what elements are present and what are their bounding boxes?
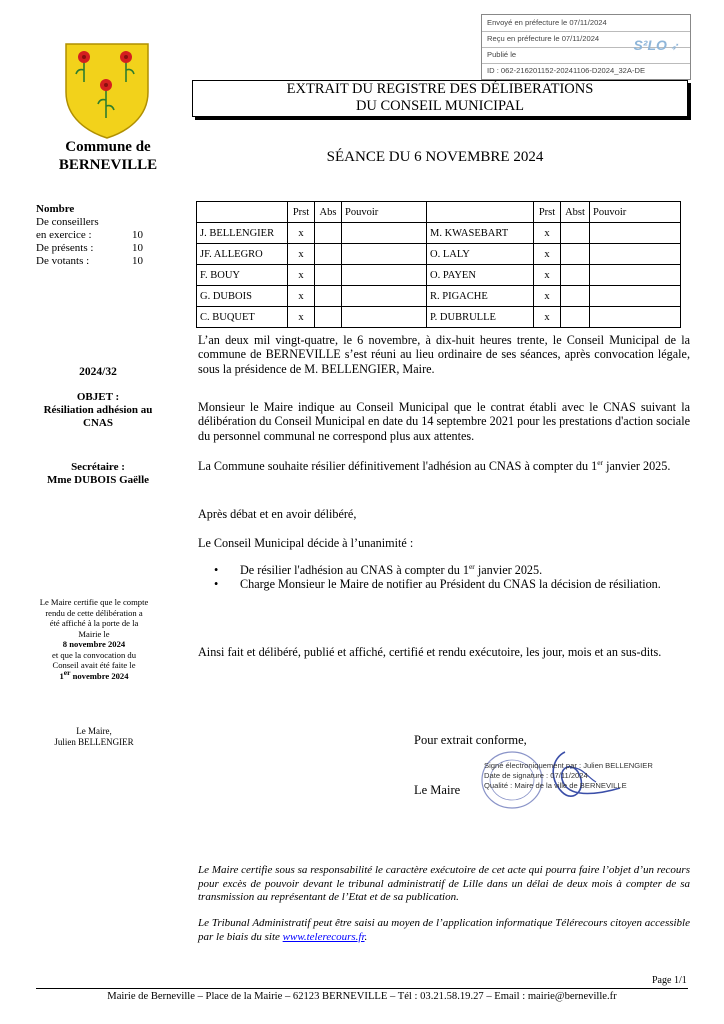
- certif-line: Le Maire certifie que le compte: [39, 597, 149, 607]
- table-row: [197, 244, 681, 265]
- member-name: G. DUBOIS: [197, 286, 288, 307]
- certif-line: Mairie le: [78, 628, 110, 639]
- prefecture-stamp: [481, 14, 691, 80]
- member-prst: x: [534, 286, 561, 307]
- maire-left-block: [30, 726, 158, 748]
- s2lo-logo-text: S²LO: [633, 37, 667, 53]
- stamp-recu: Reçu en préfecture le 07/11/2024: [487, 34, 600, 43]
- list-item: • De résilier l'adhésion au CNAS à compter du 1er janvier 2025.: [214, 561, 543, 577]
- member-name: JF. ALLEGRO: [197, 244, 288, 265]
- decision-intro: Le Conseil Municipal décide à l’unanimité :: [198, 536, 414, 550]
- secretaire-block: [36, 461, 160, 487]
- member-name: O. PAYEN: [427, 265, 534, 286]
- telerecours-notice: Le Tribunal Administratif peut être saisi au moyen de l’application informatique Télérecours citoyen accessible par le biais du site www.telerecours.fr.: [198, 917, 690, 943]
- votants-value: 10: [132, 255, 143, 267]
- header-prst: Prst: [534, 202, 561, 223]
- bird-icon: ➶: [670, 41, 680, 53]
- member-prst: x: [534, 223, 561, 244]
- member-name: C. BUQUET: [197, 307, 288, 328]
- signature-signer: Signé électroniquement par : Julien BELLENGIER: [484, 761, 653, 770]
- bullet: •: [214, 563, 219, 577]
- affichage-certification: [30, 597, 158, 681]
- objet-label: OBJET :: [76, 391, 120, 403]
- intent-paragraph: La Commune souhaite résilier définitivement l'adhésion au CNAS à compter du 1er janvier 2025.: [198, 457, 671, 473]
- list-item: [214, 577, 690, 591]
- table-row: [197, 265, 681, 286]
- document-title: [192, 80, 688, 117]
- electronic-signature: [484, 761, 653, 791]
- page-number: Page 1/1: [652, 975, 687, 986]
- commune-crest-icon: [62, 40, 152, 140]
- secretaire-name: Mme DUBOIS Gaëlle: [46, 474, 150, 486]
- secretaire-label: Secrétaire :: [71, 461, 125, 473]
- signature-quality: Qualité : Maire de la ville de BERNEVILLE: [484, 781, 627, 790]
- member-name: O. LALY: [427, 244, 534, 265]
- decision-list: [214, 563, 690, 592]
- member-prst: x: [288, 265, 315, 286]
- member-name: M. KWASEBART: [427, 223, 534, 244]
- preamble-paragraph: L’an deux mil vingt-quatre, le 6 novembre, à dix-huit heures trente, le Conseil Municipal de la commune de BERNEVILLE s’est réuni au lieu ordinaire de ses séances, après convocation légale, sous la présidence de M. BELLENGIER, Maire.: [198, 333, 690, 376]
- member-name: R. PIGACHE: [427, 286, 534, 307]
- commune-name: [40, 138, 176, 174]
- member-name: P. DUBRULLE: [427, 307, 534, 328]
- member-prst: x: [288, 286, 315, 307]
- seance-title: SÉANCE DU 6 NOVEMBRE 2024: [326, 149, 544, 165]
- list-item-text: Charge Monsieur le Maire de notifier au Président du CNAS la décision de résiliation.: [240, 577, 661, 592]
- signature-date: Date de signature : 07/11/2024: [484, 771, 588, 780]
- header-prst: Prst: [288, 202, 315, 223]
- exercice-value: 10: [132, 229, 143, 241]
- stamp-envoye: Envoyé en préfecture le 07/11/2024: [487, 18, 607, 27]
- title-line2: DU CONSEIL MUNICIPAL: [355, 98, 525, 114]
- certif-line: rendu de cette délibération a: [45, 607, 143, 618]
- attendance-table: [196, 201, 681, 328]
- le-maire-label: Le Maire: [414, 783, 461, 797]
- member-prst: x: [534, 307, 561, 328]
- maire-name: Julien BELLENGIER: [54, 737, 134, 747]
- member-name: J. BELLENGIER: [197, 223, 288, 244]
- certif-line: et que la convocation du: [52, 649, 136, 660]
- pour-extrait-conforme: Pour extrait conforme,: [414, 733, 527, 747]
- table-row: [197, 307, 681, 328]
- telerecours-link[interactable]: www.telerecours.fr: [282, 930, 365, 943]
- table-row: [197, 286, 681, 307]
- header-abs: Abs: [315, 202, 342, 223]
- certif-date-affichage: 8 novembre 2024: [62, 639, 126, 649]
- debate-paragraph: Après débat et en avoir délibéré,: [198, 507, 357, 521]
- member-prst: x: [288, 307, 315, 328]
- maire-title: Le Maire,: [76, 726, 112, 736]
- stamp-id: ID : 062-216201152-20241106-D2024_32A-DE: [487, 66, 646, 75]
- council-counts: [36, 203, 156, 268]
- objet-block: [36, 391, 160, 430]
- header-abst: Abst: [561, 202, 590, 223]
- table-header-row: [197, 202, 681, 223]
- commune-line1: Commune de: [65, 139, 151, 155]
- exercice-label: en exercice :: [36, 229, 92, 241]
- header-pouvoir: Pouvoir: [590, 202, 681, 223]
- footer-address: Mairie de Berneville – Place de la Mairie – 62123 BERNEVILLE – Tél : 03.21.58.19.27 – Email : mairie@berneville.fr: [107, 991, 617, 1002]
- member-name: F. BOUY: [197, 265, 288, 286]
- presents-value: 10: [132, 242, 143, 254]
- presents-label: De présents :: [36, 242, 94, 254]
- certif-line: Conseil avait été faite le: [52, 660, 136, 670]
- deliberation-number: 2024/32: [79, 366, 117, 378]
- footer-divider: [36, 988, 688, 989]
- certif-date-convocation: 1er novembre 2024: [59, 667, 129, 681]
- table-row: [197, 223, 681, 244]
- context-paragraph: Monsieur le Maire indique au Conseil Municipal que le contrat établi avec le CNAS suivant la délibération du Conseil Municipal en date du 14 septembre 2021 pour les prestations d'action sociale du personnel communal ne correspond plus aux attentes.: [198, 400, 690, 443]
- closing-paragraph: Ainsi fait et délibéré, publié et affiché, certifié et rendu exécutoire, les jour, mois et an sus-dits.: [198, 645, 662, 659]
- counts-subtitle: De conseillers: [36, 216, 99, 228]
- s2lo-logo: [633, 37, 680, 53]
- votants-label: De votants :: [36, 255, 90, 267]
- commune-line2: BERNEVILLE: [58, 157, 158, 173]
- member-prst: x: [534, 265, 561, 286]
- counts-title: Nombre: [36, 203, 75, 215]
- bullet: •: [214, 577, 219, 592]
- certif-line: été affiché à la porte de la: [49, 618, 139, 628]
- stamp-publie: Publié le: [487, 50, 517, 59]
- header-pouvoir: Pouvoir: [342, 202, 427, 223]
- member-prst: x: [288, 244, 315, 265]
- objet-line1: Résiliation adhésion au: [43, 404, 153, 416]
- objet-line2: CNAS: [83, 417, 113, 429]
- title-line1: EXTRAIT DU REGISTRE DES DÉLIBERATIONS: [286, 81, 594, 97]
- member-prst: x: [534, 244, 561, 265]
- member-prst: x: [288, 223, 315, 244]
- legal-recourse-notice: Le Maire certifie sous sa responsabilité le caractère exécutoire de cet acte qui pourra faire l’objet d’un recours pour excès de pouvoir devant le tribunal administratif de Lille dans un délai de deux mois à compter de sa transmission au représentant de l’Etat et de sa publication.: [198, 864, 690, 903]
